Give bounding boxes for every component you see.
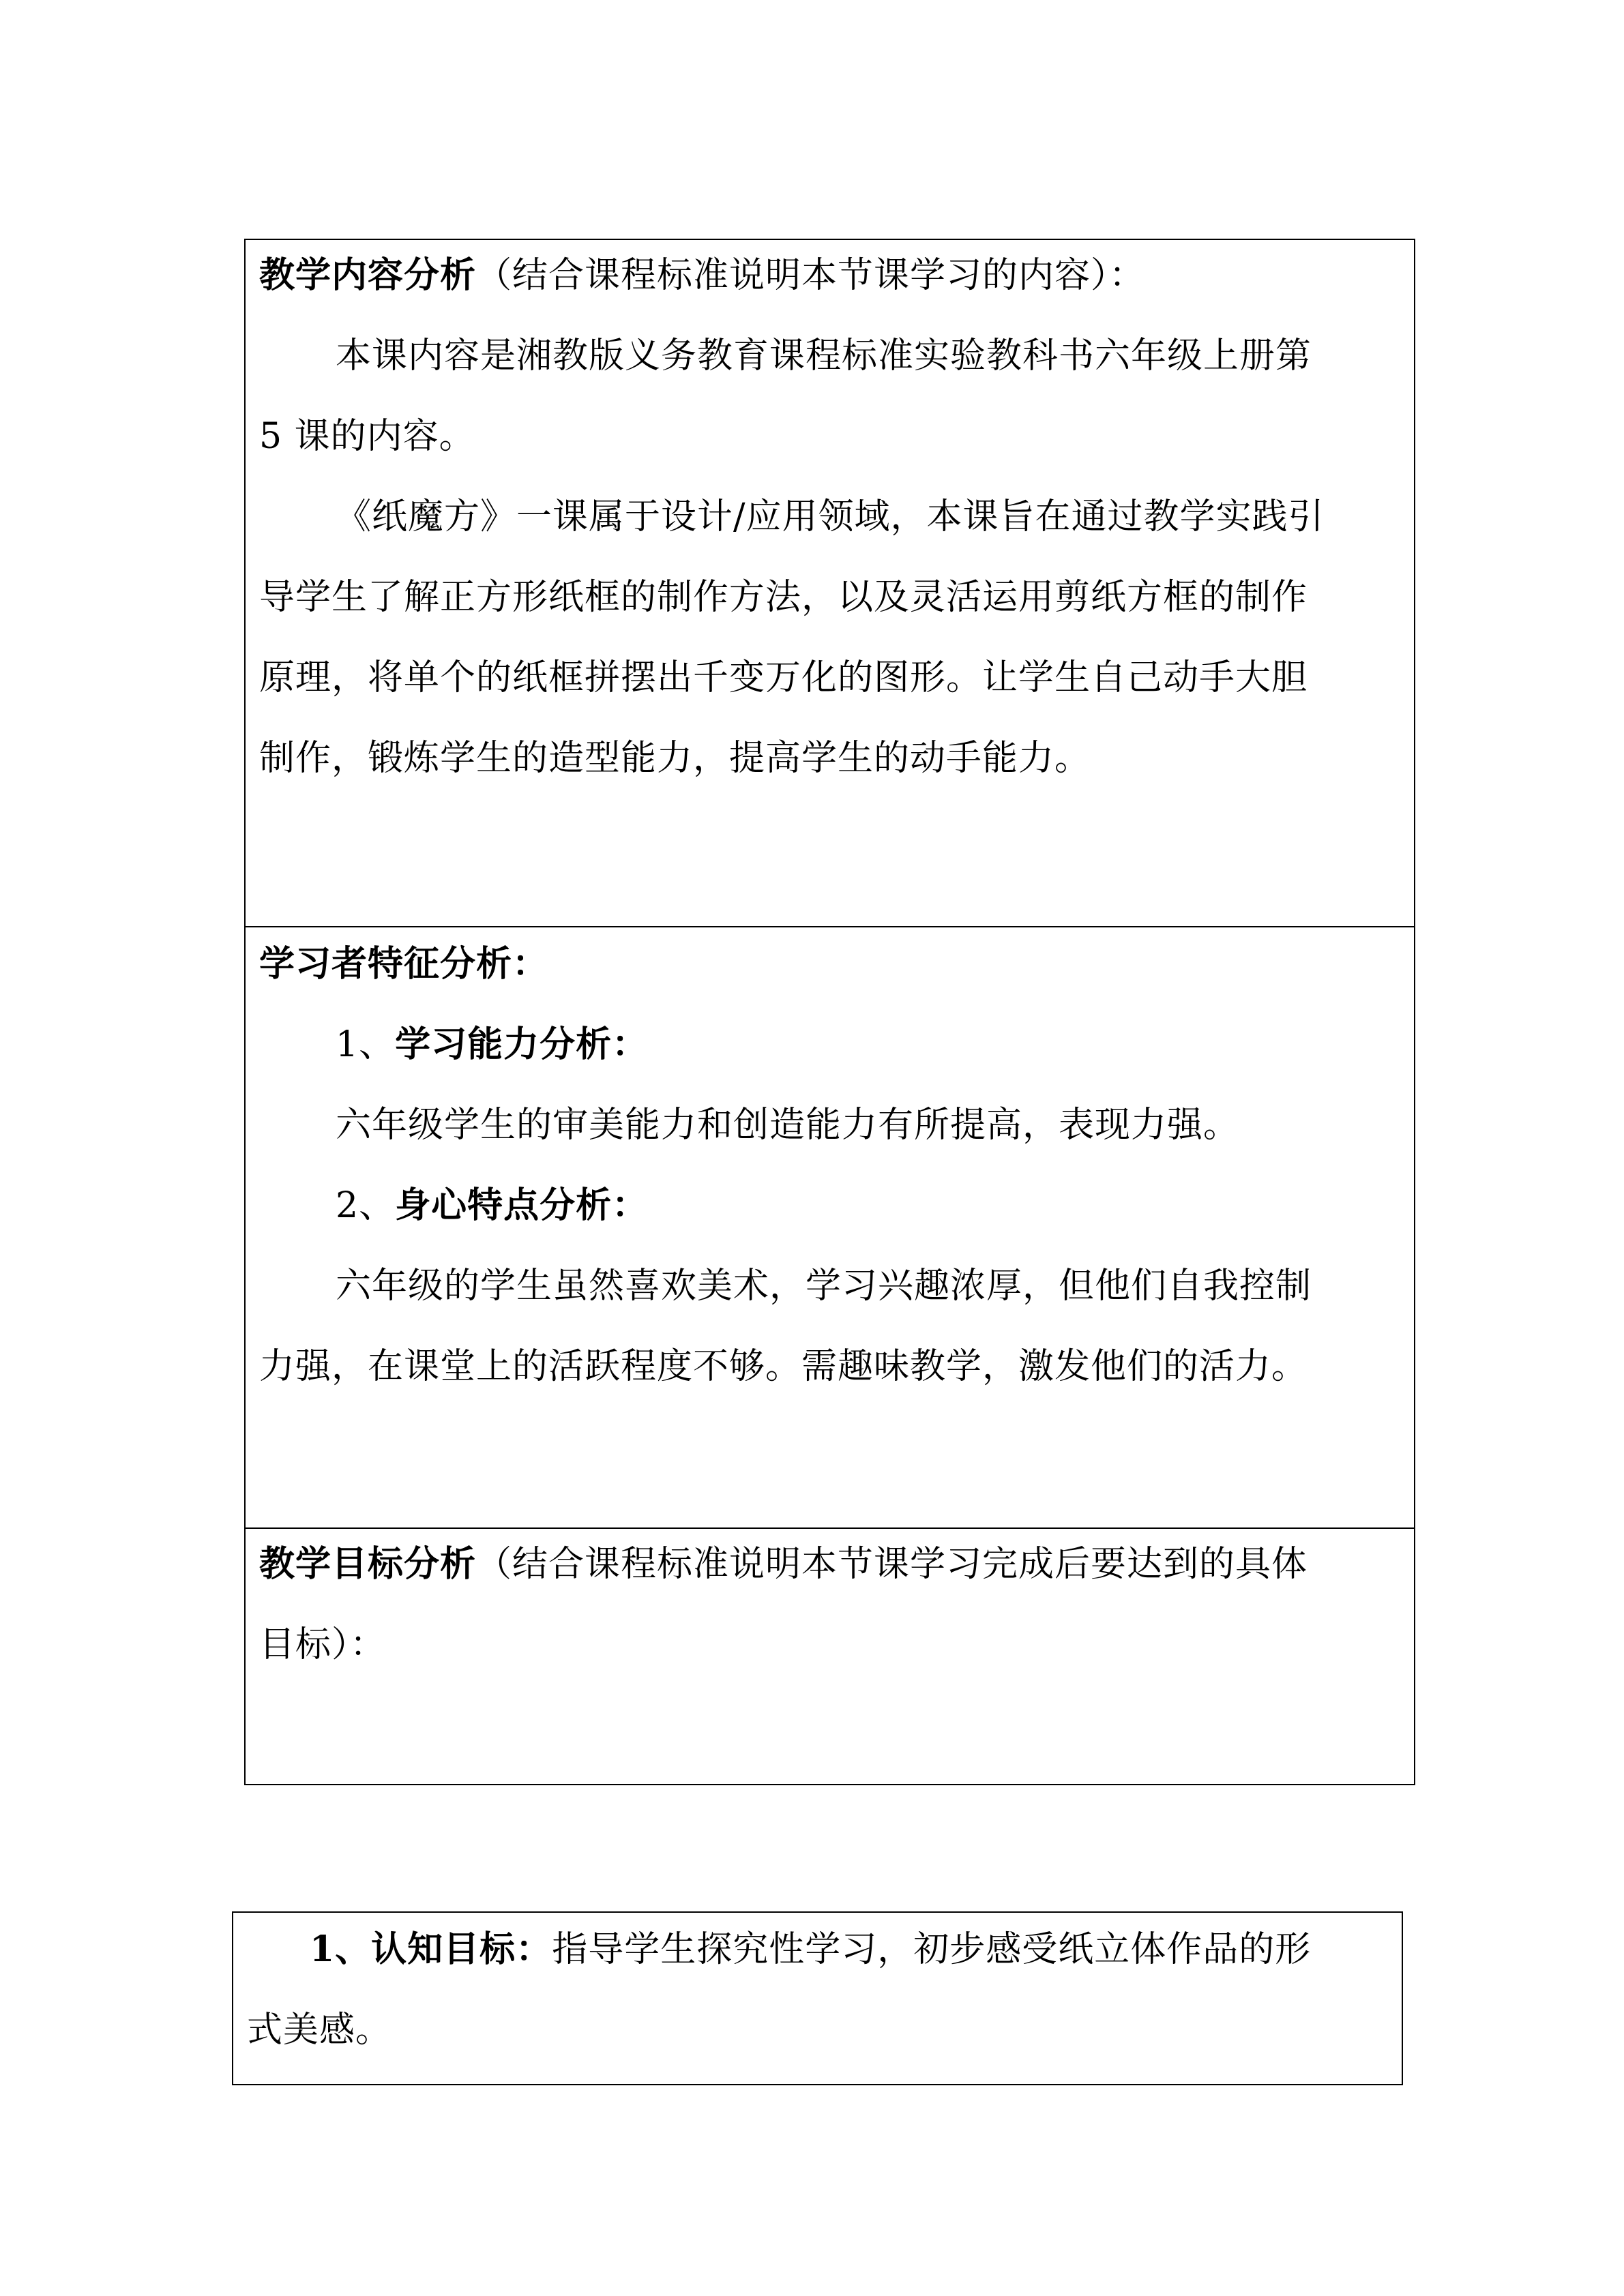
content-analysis-heading-line — [259, 251, 1400, 300]
learning-ability-text: 六年级学生的审美能力和创造能力有所提高，表现力强。 — [336, 1105, 1240, 1146]
content-paragraph-2-line-3: 原理，将单个的纸框拼摆出千变万化的图形。让学生自己动手大胆 — [259, 657, 1308, 698]
lesson-analysis-table — [244, 239, 1415, 1785]
learner-analysis-heading: 学习者特征分析： — [259, 943, 549, 985]
learning-ability-number: 1、 — [336, 1024, 396, 1065]
learning-ability-title: 学习能力分析： — [395, 1024, 649, 1065]
content-analysis-heading-note: （结合课程标准说明本节课学习的内容）： — [476, 255, 1146, 296]
content-paragraph-2-line-4: 制作，锻炼学生的造型能力，提高学生的动手能力。 — [259, 738, 1091, 779]
cognitive-target-cell — [233, 1913, 1402, 2084]
teaching-targets-table — [232, 1911, 1403, 2085]
cognitive-target-label: 1、认知目标： — [310, 1928, 552, 1970]
objective-analysis-heading-note: （结合课程标准说明本节课学习完成后要达到的具体 — [476, 1544, 1308, 1585]
objective-analysis-cell — [246, 1527, 1414, 1787]
objective-analysis-heading-line — [259, 1540, 1400, 1589]
content-paragraph-1-line-1: 本课内容是湘教版义务教育课程标准实验教科书六年级上册第 — [336, 336, 1312, 376]
physical-mental-heading-line — [336, 1181, 1400, 1230]
physical-mental-number: 2、 — [336, 1185, 396, 1226]
physical-mental-text-line-1: 六年级的学生虽然喜欢美术，学习兴趣浓厚，但他们自我控制 — [336, 1266, 1312, 1307]
content-paragraph-2-line-2: 导学生了解正方形纸框的制作方法，以及灵活运用剪纸方框的制作 — [259, 577, 1308, 618]
content-analysis-cell — [246, 240, 1414, 926]
physical-mental-title: 身心特点分析： — [395, 1184, 649, 1226]
learning-ability-heading-line — [336, 1020, 1400, 1069]
learner-analysis-cell — [246, 926, 1414, 1527]
content-paragraph-1-line-2: 5 课的内容。 — [259, 416, 475, 457]
cognitive-target-line-2: 式美感。 — [247, 2010, 392, 2051]
content-analysis-heading: 教学内容分析 — [259, 254, 477, 296]
cognitive-target-line-1 — [310, 1925, 1388, 1974]
cognitive-target-text: 指导学生探究性学习，初步感受纸立体作品的形 — [552, 1929, 1312, 1970]
objective-analysis-heading-note-line-2: 目标）： — [259, 1624, 387, 1665]
content-paragraph-2-line-1: 《纸魔方》一课属于设计/应用领域，本课旨在通过教学实践引 — [336, 496, 1325, 537]
physical-mental-text-line-2: 力强，在课堂上的活跃程度不够。需趣味教学，激发他们的活力。 — [259, 1346, 1308, 1387]
objective-analysis-heading: 教学目标分析 — [259, 1543, 477, 1585]
